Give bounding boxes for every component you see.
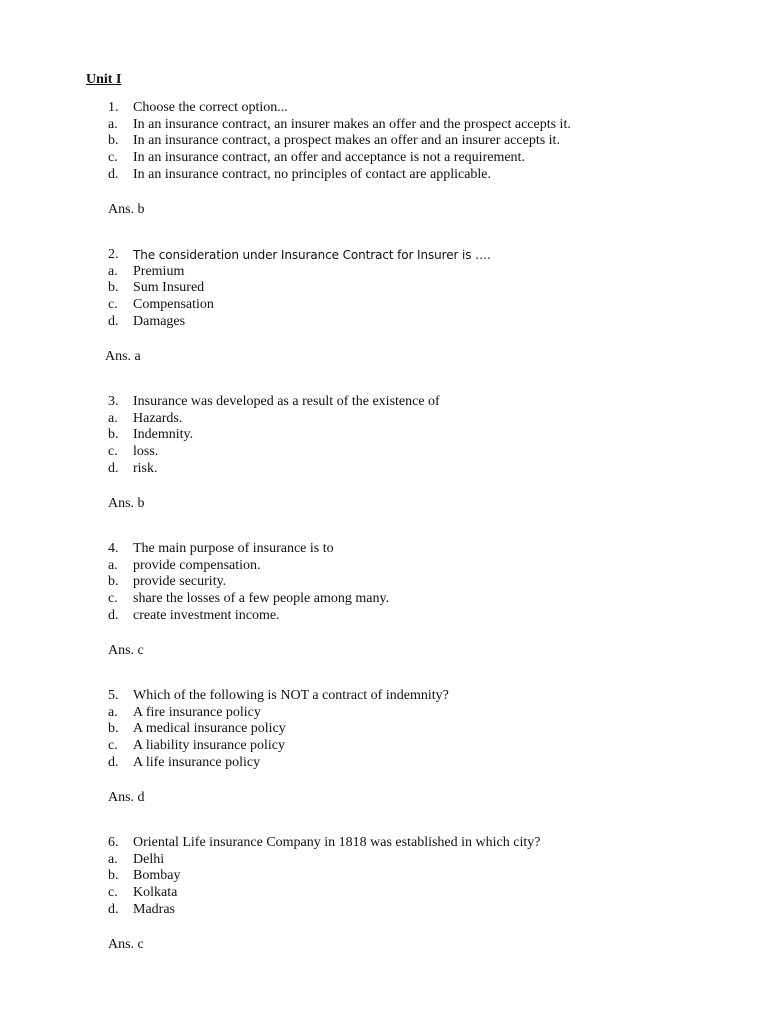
question-prompt-row bbox=[108, 247, 728, 264]
question-prompt: Choose the correct option... bbox=[133, 100, 288, 115]
option-letter: b. bbox=[108, 280, 119, 296]
option-text: Bombay bbox=[133, 868, 181, 884]
option-text: Sum Insured bbox=[133, 280, 205, 296]
option-text: Madras bbox=[133, 901, 175, 917]
option-row bbox=[108, 264, 728, 281]
question-prompt-row bbox=[108, 541, 728, 558]
option-letter: b. bbox=[108, 721, 119, 737]
option-text: A life insurance policy bbox=[133, 754, 261, 770]
option-row bbox=[108, 608, 728, 625]
option-text: In an insurance contract, an insurer makes an offer and the prospect accepts it. bbox=[133, 116, 571, 132]
question-block-6 bbox=[108, 835, 728, 953]
question-prompt-row bbox=[108, 835, 728, 852]
option-row bbox=[108, 738, 728, 755]
option-row bbox=[108, 133, 728, 150]
option-letter: c. bbox=[108, 885, 118, 901]
option-letter: c. bbox=[108, 738, 118, 754]
option-row bbox=[108, 868, 728, 885]
option-row bbox=[108, 150, 728, 167]
option-row bbox=[108, 167, 728, 184]
option-letter: d. bbox=[108, 460, 119, 476]
option-letter: a. bbox=[108, 851, 118, 867]
option-row bbox=[108, 721, 728, 738]
option-row bbox=[108, 902, 728, 919]
answer-line: Ans. d bbox=[108, 790, 145, 806]
question-prompt: Oriental Life insurance Company in 1818 was established in which city? bbox=[133, 835, 541, 850]
option-text: risk. bbox=[133, 460, 158, 476]
answer-line: Ans. b bbox=[108, 496, 145, 512]
question-prompt: Which of the following is NOT a contract of indemnity? bbox=[133, 688, 449, 703]
question-block-5 bbox=[108, 688, 728, 806]
option-row bbox=[108, 297, 728, 314]
option-row bbox=[108, 444, 728, 461]
option-letter: d. bbox=[108, 313, 119, 329]
option-letter: d. bbox=[108, 754, 119, 770]
option-text: Damages bbox=[133, 313, 186, 329]
option-letter: b. bbox=[108, 574, 119, 590]
option-letter: b. bbox=[108, 427, 119, 443]
question-number: 3. bbox=[108, 394, 119, 409]
option-letter: a. bbox=[108, 410, 118, 426]
question-prompt: The consideration under Insurance Contract for Insurer is …. bbox=[133, 248, 491, 262]
answer-line: Ans. c bbox=[108, 937, 144, 953]
option-letter: b. bbox=[108, 868, 119, 884]
unit-title: Unit I bbox=[86, 72, 122, 87]
option-letter: c. bbox=[108, 444, 118, 460]
option-text: Delhi bbox=[133, 851, 165, 867]
option-row bbox=[108, 411, 728, 428]
question-prompt: The main purpose of insurance is to bbox=[133, 541, 334, 556]
option-text: Hazards. bbox=[133, 410, 183, 426]
question-block-2 bbox=[105, 247, 728, 365]
option-letter: a. bbox=[108, 704, 118, 720]
answer-line: Ans. b bbox=[108, 202, 145, 218]
question-prompt-row bbox=[108, 394, 728, 411]
option-letter: a. bbox=[108, 116, 118, 132]
option-row bbox=[108, 117, 728, 134]
question-number: 2. bbox=[108, 247, 119, 262]
option-text: A medical insurance policy bbox=[133, 721, 286, 737]
question-block-3 bbox=[108, 394, 728, 512]
question-number: 5. bbox=[108, 688, 119, 703]
option-text: Compensation bbox=[133, 297, 214, 313]
question-number: 6. bbox=[108, 835, 119, 850]
question-prompt-row bbox=[108, 688, 728, 705]
option-row bbox=[108, 705, 728, 722]
option-row bbox=[108, 755, 728, 772]
option-letter: d. bbox=[108, 166, 119, 182]
option-row bbox=[108, 574, 728, 591]
option-text: In an insurance contract, an offer and acceptance is not a requirement. bbox=[133, 150, 525, 166]
option-text: Premium bbox=[133, 263, 185, 279]
option-text: Kolkata bbox=[133, 885, 178, 901]
option-text: In an insurance contract, no principles of contact are applicable. bbox=[133, 166, 492, 182]
answer-line: Ans. a bbox=[105, 349, 141, 365]
option-row bbox=[108, 591, 728, 608]
option-row bbox=[108, 427, 728, 444]
option-letter: c. bbox=[108, 591, 118, 607]
option-text: A fire insurance policy bbox=[133, 704, 261, 720]
option-letter: a. bbox=[108, 263, 118, 279]
option-row bbox=[108, 852, 728, 869]
question-block-1 bbox=[108, 100, 728, 218]
option-letter: a. bbox=[108, 557, 118, 573]
option-text: A liability insurance policy bbox=[133, 738, 286, 754]
option-letter: b. bbox=[108, 133, 119, 149]
option-letter: d. bbox=[108, 607, 119, 623]
question-number: 4. bbox=[108, 541, 119, 556]
option-row bbox=[108, 885, 728, 902]
option-letter: d. bbox=[108, 901, 119, 917]
question-block-4 bbox=[108, 541, 728, 659]
option-text: provide security. bbox=[133, 574, 227, 590]
answer-line: Ans. c bbox=[108, 643, 144, 659]
question-prompt: Insurance was developed as a result of the existence of bbox=[133, 394, 440, 409]
question-number: 1. bbox=[108, 100, 119, 115]
question-prompt-row bbox=[108, 100, 728, 117]
option-row bbox=[108, 558, 728, 575]
option-text: Indemnity. bbox=[133, 427, 194, 443]
option-text: share the losses of a few people among many. bbox=[133, 591, 390, 607]
option-text: In an insurance contract, a prospect makes an offer and an insurer accepts it. bbox=[133, 133, 560, 149]
option-row bbox=[108, 461, 728, 478]
option-text: create investment income. bbox=[133, 607, 280, 623]
option-letter: c. bbox=[108, 297, 118, 313]
option-row bbox=[108, 314, 728, 331]
option-row bbox=[108, 280, 728, 297]
option-text: loss. bbox=[133, 444, 159, 460]
option-letter: c. bbox=[108, 150, 118, 166]
option-text: provide compensation. bbox=[133, 557, 261, 573]
